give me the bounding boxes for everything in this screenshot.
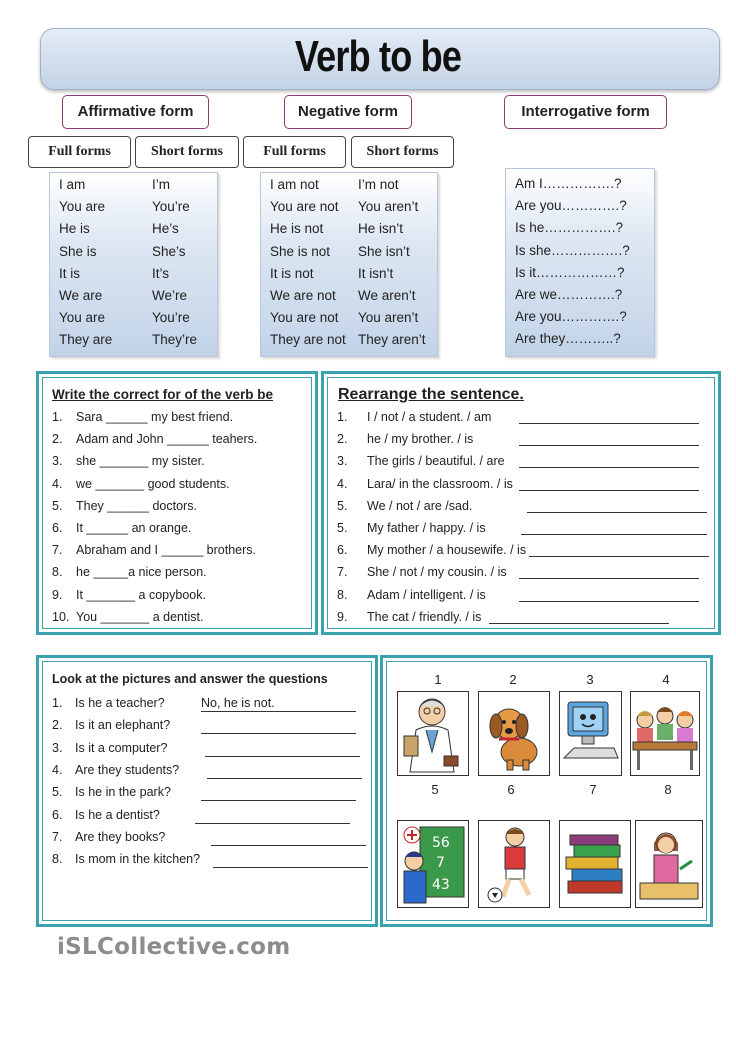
exercise-item [52,410,233,424]
conjugation-row [50,174,217,196]
item-number: 1. [52,696,63,710]
picture-number: 1 [434,672,442,687]
short-form: We’re [152,287,188,303]
item-number: 1. [52,410,63,424]
answer-line[interactable]: No, he is not. [201,696,356,712]
item-text: Is it a computer? [75,740,168,755]
item-number: 3. [52,740,63,755]
item-text: The cat / friendly. / is [367,609,482,624]
item-text: Is it an elephant? [75,718,171,733]
svg-text:56: 56 [432,835,450,851]
exercise-item [337,610,481,624]
full-form: She is not [270,243,331,259]
answer-line[interactable] [195,808,350,824]
question-item [52,696,165,710]
item-text: You _______ a dentist. [76,609,204,624]
exercise-item [337,521,486,535]
item-number: 8. [337,587,348,602]
item-number: 8. [52,852,63,867]
answer-line[interactable] [201,718,356,734]
exercise-rearrange-title: Rearrange the sentence. [338,386,524,403]
question-form: Are they………..? [515,331,621,347]
answer-line[interactable] [519,490,699,491]
full-form: It is [59,265,81,281]
exercise-item [337,454,505,468]
site-watermark: iSLCollective.com [57,934,291,960]
item-number: 8. [52,565,63,580]
picture-number: 8 [664,782,672,797]
picture-number: 4 [662,672,670,687]
item-text: Abraham and I ______ brothers. [76,543,256,558]
question-form: Are we………….? [515,286,623,302]
answer-line[interactable] [205,741,360,757]
negative-short-forms-label: Short forms [351,136,454,168]
exercise-verb-be-panel [36,371,318,635]
interrogative-row [506,328,654,350]
picture-number: 6 [507,782,515,797]
short-form: We aren’t [358,287,416,303]
interrogative-row [506,262,654,284]
item-number: 6. [337,543,348,558]
full-form: They are not [270,332,346,348]
item-number: 3. [337,454,348,469]
exercise-item [52,432,257,446]
item-number: 6. [52,807,63,822]
full-form: He is [59,221,90,237]
answer-line[interactable] [207,763,362,779]
item-number: 4. [337,476,348,491]
item-number: 9. [337,609,348,624]
conjugation-row [50,218,217,240]
item-number: 5. [52,498,63,513]
exercise-item [337,499,472,513]
item-text: Are they books? [75,829,166,844]
picture-number: 5 [431,782,439,797]
short-form: You aren’t [358,310,419,326]
conjugation-row [50,285,217,307]
conjugation-row [50,307,217,329]
interrogative-form-label: Interrogative form [504,95,667,129]
item-number: 6. [52,521,63,535]
exercise-pictures-panel [36,655,378,927]
question-form: Is he…………….? [515,220,624,236]
conjugation-row [50,329,217,351]
interrogative-row [506,306,654,328]
interrogative-row [506,195,654,217]
short-form: She isn’t [358,243,410,259]
short-form: You’re [152,310,190,326]
interrogative-row [506,284,654,306]
page-title: Verb to be [294,32,462,81]
exercise-item [52,499,197,513]
full-form: You are [59,199,106,215]
answer-line[interactable] [519,423,699,424]
answer-line[interactable] [213,852,368,868]
question-item [52,718,170,732]
item-text: Is mom in the kitchen? [75,852,201,867]
interrogative-row [506,173,654,195]
conjugation-row [261,218,437,240]
item-number: 2. [52,432,63,447]
conjugation-row [50,263,217,285]
short-form: He’s [152,221,179,237]
answer-line[interactable] [519,578,699,579]
short-form: You aren’t [358,199,419,215]
item-text: Adam and John ______ teahers. [76,432,258,447]
item-number: 4. [52,476,63,491]
conjugation-row [261,196,437,218]
item-number: 2. [52,718,63,733]
exercise-pictures-title: Look at the pictures and answer the questions [52,672,328,686]
exercise-item [52,588,206,602]
item-text: she _______ my sister. [76,454,205,469]
conjugation-row [50,196,217,218]
item-text: Sara ______ my best friend. [76,410,234,424]
short-form: It’s [152,265,170,281]
exercise-item [52,521,191,535]
exercise-item [337,588,486,602]
negative-form-label: Negative form [284,95,412,129]
exercise-rearrange-panel [321,371,721,635]
question-item [52,852,200,866]
full-form: It is not [270,265,314,281]
item-text: The girls / beautiful. / are [367,454,505,469]
answer-line[interactable] [519,445,699,446]
short-form: She’s [152,243,186,259]
item-text: It _______ a copybook. [76,587,206,602]
item-text: he _____a nice person. [76,565,207,580]
item-text: he / my brother. / is [367,432,474,447]
item-number: 7. [52,829,63,844]
answer-line[interactable] [519,467,699,468]
item-number: 1. [337,410,348,424]
item-text: Lara/ in the classroom. / is [367,476,513,491]
question-form: Is she…………….? [515,242,630,258]
item-number: 9. [52,587,63,602]
full-form: You are not [270,199,339,215]
conjugation-row [261,263,437,285]
full-form: I am not [270,177,319,192]
exercise-item [337,410,491,424]
question-item [52,808,160,822]
full-form: We are [59,287,103,303]
teacher-icon [397,820,469,908]
question-item [52,830,165,844]
item-text: We / not / are /sad. [367,498,473,513]
books-icon [559,820,631,908]
item-number: 7. [52,543,63,558]
exercise-verb-be-title: Write the correct for of the verb be [52,387,274,402]
answer-line[interactable] [527,512,707,513]
svg-text:7: 7 [436,855,445,871]
cooking-mom-icon [635,820,703,908]
item-text: It ______ an orange. [76,521,192,535]
question-item [52,785,171,799]
item-text: Adam / intelligent. / is [367,587,486,602]
item-text: Is he in the park? [75,785,171,800]
item-number: 2. [337,432,348,447]
item-number: 5. [337,498,348,513]
affirmative-full-forms-label: Full forms [28,136,131,168]
picture-number: 7 [589,782,597,797]
answer-line[interactable] [489,623,669,624]
question-form: Am I…………….? [515,176,622,191]
item-number: 5. [52,785,63,800]
computer-icon [559,691,622,776]
item-number: 3. [52,454,63,469]
exercise-item [52,454,205,468]
picture-number: 2 [509,672,517,687]
answer-line[interactable] [201,785,356,801]
football-boy-icon [478,820,550,908]
item-number: 5. [337,521,348,535]
conjugation-row [261,307,437,329]
affirmative-form-label: Affirmative form [62,95,209,129]
interrogative-table [505,168,655,357]
full-form: We are not [270,287,336,303]
question-item [52,763,179,777]
question-form: Are you………….? [515,198,627,214]
conjugation-row [261,285,437,307]
short-form: They aren’t [358,332,426,348]
negative-table [260,172,438,357]
short-form: You’re [152,199,190,215]
item-text: My mother / a housewife. / is [367,543,527,558]
exercise-item [52,477,230,491]
answer-line[interactable] [211,830,366,846]
affirmative-table [49,172,218,357]
question-form: Is it………………? [515,264,625,280]
exercise-item [337,565,507,579]
item-text: My father / happy. / is [367,521,486,535]
full-form: They are [59,332,113,348]
item-text: They ______ doctors. [76,498,197,513]
item-text: Is he a teacher? [75,696,165,710]
question-item [52,741,167,755]
full-form: I am [59,177,86,192]
question-form: Are you………….? [515,309,627,325]
item-text: Is he a dentist? [75,807,160,822]
item-text: Are they students? [75,762,180,777]
students-icon [630,691,700,776]
exercise-item [337,477,513,491]
answer-line[interactable] [529,556,709,557]
affirmative-short-forms-label: Short forms [135,136,239,168]
conjugation-row [261,329,437,351]
full-form: You are [59,310,106,326]
interrogative-row [506,240,654,262]
interrogative-row [506,217,654,239]
dog-icon [478,691,550,776]
item-text: we _______ good students. [76,476,230,491]
full-form: He is not [270,221,324,237]
short-form: It isn’t [358,265,394,281]
exercise-item [337,432,473,446]
exercise-item [52,610,203,624]
item-number: 10. [52,609,70,624]
picture-number: 3 [586,672,594,687]
item-text: I / not / a student. / am [367,410,492,424]
svg-text:43: 43 [432,877,450,893]
conjugation-row [261,174,437,196]
item-number: 7. [337,565,348,580]
negative-full-forms-label: Full forms [243,136,346,168]
exercise-item [52,565,207,579]
full-form: You are not [270,310,339,326]
short-form: I’m [152,177,170,192]
short-form: They’re [152,332,198,348]
answer-line[interactable] [521,534,707,535]
conjugation-row [50,241,217,263]
item-text: She / not / my cousin. / is [367,565,507,580]
conjugation-row [261,241,437,263]
short-form: I’m not [358,177,399,192]
exercise-item [337,543,526,557]
item-number: 4. [52,762,63,777]
answer-line[interactable] [519,601,699,602]
short-form: He isn’t [358,221,404,237]
exercise-item [52,543,256,557]
doctor-icon [397,691,469,776]
pictures-panel [380,655,713,927]
full-form: She is [59,243,97,259]
